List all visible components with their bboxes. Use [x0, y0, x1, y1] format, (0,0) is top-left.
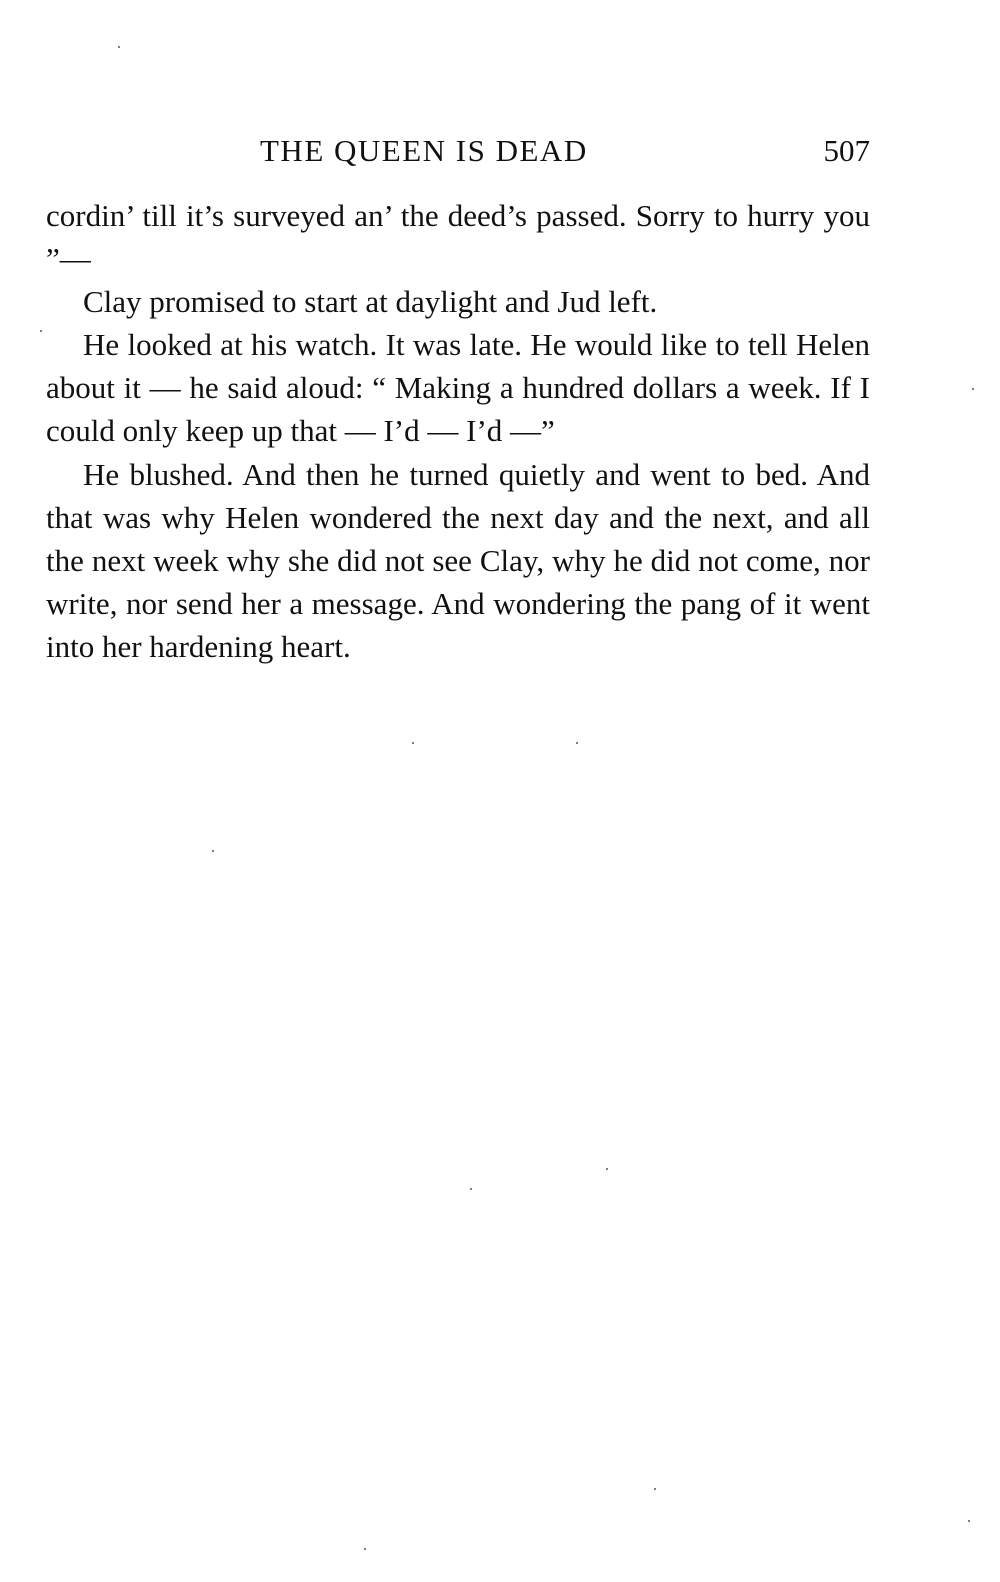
scan-speck [576, 742, 578, 744]
scan-speck [972, 388, 974, 390]
running-head [46, 128, 870, 174]
scan-speck [654, 1488, 656, 1490]
page-number: 507 [823, 133, 870, 168]
scan-speck [118, 46, 120, 48]
paragraph-clay-promised: Clay promised to start at daylight and Jud left. [83, 284, 658, 320]
scan-speck [968, 1520, 970, 1522]
paragraph-blushed: He blushed. And then he turned quietly and went to bed. And that was why Helen wondered the next day and the next, and all the next week why she did not see Clay, why he did not come, nor write, nor send her a message. And wondering the pang of it went into her hardening heart. [46, 456, 870, 664]
paragraph-continuation: cordin’ till it’s surveyed an’ the deed’s passed. Sorry to hurry you ”— [46, 198, 870, 277]
scan-speck [412, 742, 414, 744]
scan-speck [364, 1548, 366, 1550]
scan-speck [40, 330, 42, 332]
body-text [46, 194, 870, 668]
scan-speck [606, 1168, 608, 1170]
scan-speck [470, 1188, 472, 1190]
running-title: THE QUEEN IS DEAD [260, 133, 588, 168]
paragraph-looked-at-watch: He looked at his watch. It was late. He would like to tell Helen about it — he said aloud: “ Making a hundred dollars a week. If I could only keep up that — I’d — I’d —” [46, 327, 870, 449]
scan-speck [212, 850, 214, 852]
